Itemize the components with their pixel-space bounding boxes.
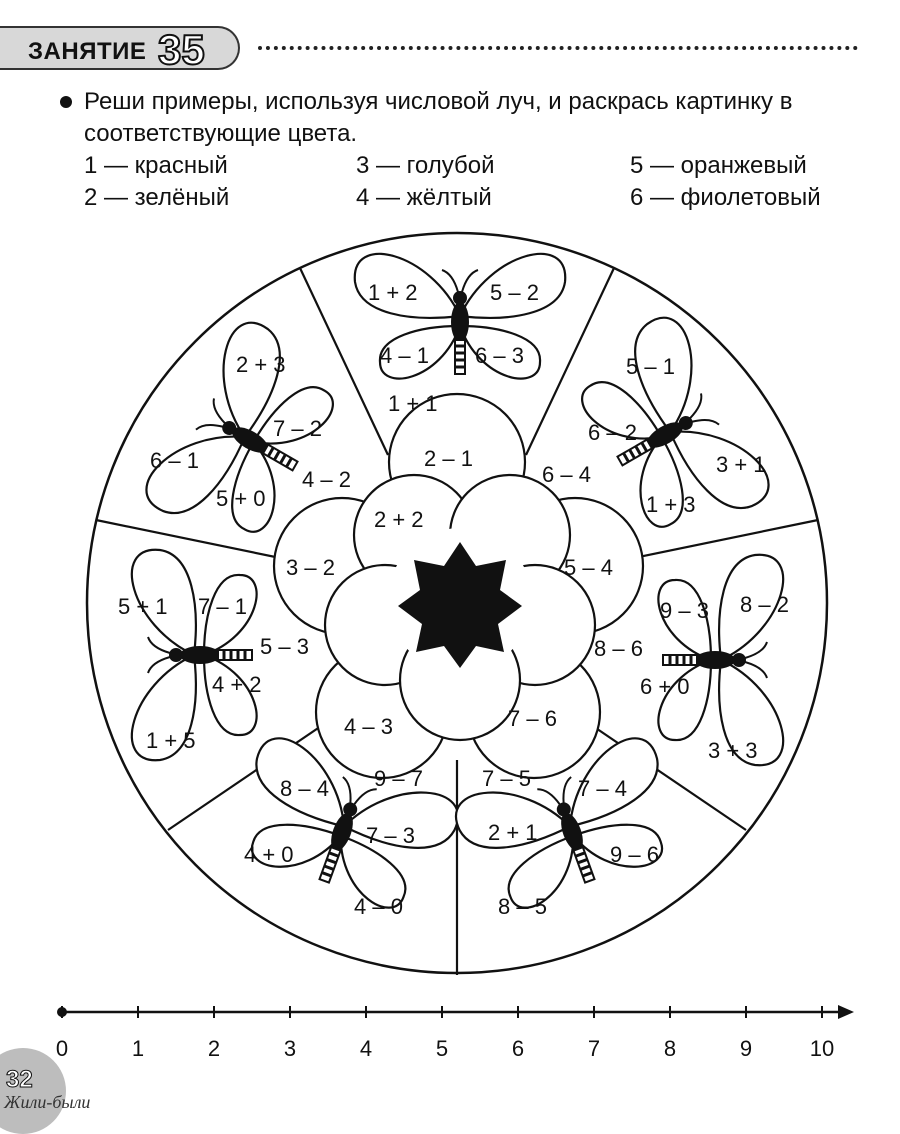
number-line-arrow [838,1005,854,1019]
legend-item-6: 6 — фиолетовый [630,184,821,211]
number-line-label: 10 [809,1036,835,1061]
lesson-label: ЗАНЯТИЕ [28,38,147,65]
equation: 7 – 1 [198,594,247,619]
legend-item-1: 1 — красный [84,152,228,179]
instruction-text: Реши примеры, используя числовой луч, и раскрась картинку в соответствующие цвета. [84,88,793,147]
equation: 8 – 5 [498,894,547,919]
equation: 7 – 5 [482,766,531,791]
publisher-logo: Жили-были [4,1092,91,1112]
equation: 6 – 2 [588,420,637,445]
legend-item-2: 2 — зелёный [84,184,230,211]
equation: 4 + 0 [244,842,294,867]
equation: 7 – 6 [508,706,557,731]
number-line-label: 6 [511,1036,525,1061]
number-line-label: 7 [587,1036,601,1061]
page-number: 32 [6,1066,33,1093]
number-line-label: 4 [359,1036,373,1061]
equation: 4 – 0 [354,894,403,919]
equation: 6 – 3 [475,343,524,368]
equation: 3 + 3 [708,738,758,763]
equation: 5 + 1 [118,594,168,619]
equation: 2 + 3 [236,352,286,377]
equation: 1 + 3 [646,492,696,517]
equation: 2 + 1 [488,820,538,845]
equation: 1 + 5 [146,728,196,753]
equation: 3 – 2 [286,555,335,580]
equation: 9 – 3 [660,598,709,623]
equation: 4 + 2 [212,672,262,697]
equation: 4 – 1 [380,343,429,368]
equation: 3 + 1 [716,452,766,477]
equation: 1 + 2 [368,280,418,305]
equation: 8 – 2 [740,592,789,617]
number-line-label: 0 [55,1036,69,1061]
equation: 8 – 4 [280,776,329,801]
equation: 5 – 3 [260,634,309,659]
equation: 9 – 7 [374,766,423,791]
number-line-label: 8 [663,1036,677,1061]
equation: 8 – 6 [594,636,643,661]
number-line-label: 9 [739,1036,753,1061]
number-line-label: 1 [131,1036,145,1061]
equation: 6 – 1 [150,448,199,473]
equation: 1 + 1 [388,391,438,416]
number-line-label: 3 [283,1036,297,1061]
equation: 6 + 0 [640,674,690,699]
equation: 6 – 4 [542,462,591,487]
number-line-label: 2 [207,1036,221,1061]
equation: 5 + 0 [216,486,266,511]
equation: 7 – 4 [578,776,627,801]
legend-item-3: 3 — голубой [356,152,495,179]
equation: 2 – 1 [424,446,473,471]
equation: 2 + 2 [374,507,424,532]
equation: 5 – 1 [626,354,675,379]
legend-item-4: 4 — жёлтый [356,184,492,211]
equation: 4 – 2 [302,467,351,492]
equation: 4 – 3 [344,714,393,739]
lesson-number: 35 [158,26,205,73]
equation: 5 – 2 [490,280,539,305]
equation: 5 – 4 [564,555,613,580]
legend-item-5: 5 — оранжевый [630,152,807,179]
number-line-label: 5 [435,1036,449,1061]
number-line [56,1005,854,1061]
equation: 7 – 3 [366,823,415,848]
equation: 9 – 6 [610,842,659,867]
equation: 7 – 2 [273,416,322,441]
